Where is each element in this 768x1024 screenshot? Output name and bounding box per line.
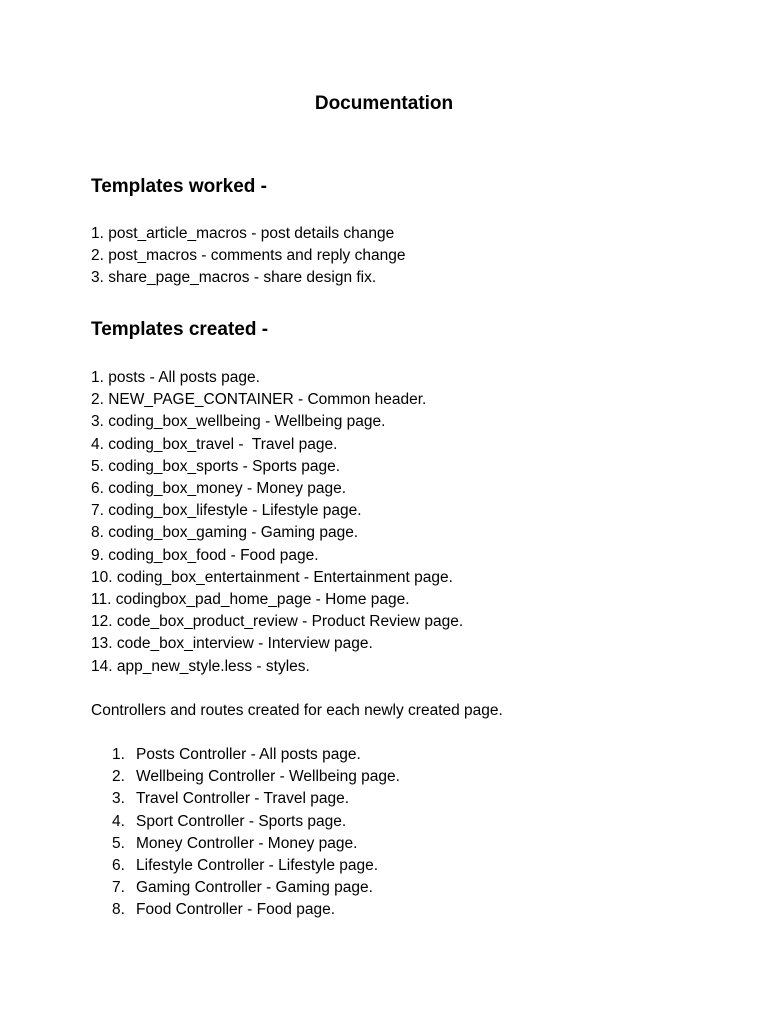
list-text: Sport Controller - Sports page.: [136, 812, 347, 830]
list-item: 2. post_macros - comments and reply change: [91, 247, 406, 265]
list-item: 3. coding_box_wellbeing - Wellbeing page.: [91, 413, 386, 431]
list-number: 5.: [112, 834, 125, 852]
list-item: 2. NEW_PAGE_CONTAINER - Common header.: [91, 391, 427, 409]
document-title: Documentation: [314, 93, 454, 114]
list-item: 6. coding_box_money - Money page.: [91, 480, 347, 498]
list-item: 4. coding_box_travel - Travel page.: [91, 435, 338, 453]
heading-templates-created: Templates created -: [91, 319, 269, 340]
list-item: 13. code_box_interview - Interview page.: [91, 635, 373, 653]
list-number: 4.: [112, 812, 125, 830]
list-item: [112, 855, 400, 877]
list-item: 7. coding_box_lifestyle - Lifestyle page.: [91, 502, 362, 520]
list-item: 10. coding_box_entertainment - Entertainment page.: [91, 568, 453, 586]
list-number: 7.: [112, 879, 125, 897]
list-number: 3.: [112, 790, 125, 808]
list-text: Food Controller - Food page.: [136, 901, 336, 919]
list-item: [112, 811, 400, 833]
list-item: 5. coding_box_sports - Sports page.: [91, 457, 341, 475]
templates-worked-list: [91, 223, 405, 290]
list-text: Lifestyle Controller - Lifestyle page.: [136, 857, 379, 875]
list-item: 12. code_box_product_review - Product Review page.: [91, 613, 464, 631]
controllers-intro: Controllers and routes created for each newly created page.: [91, 702, 503, 719]
list-item: 9. coding_box_food - Food page.: [91, 546, 319, 564]
list-text: Posts Controller - All posts page.: [136, 746, 361, 763]
list-number: 8.: [112, 901, 125, 919]
list-item: [112, 833, 400, 855]
list-item: [112, 744, 400, 766]
list-item: 3. share_page_macros - share design fix.: [91, 269, 377, 287]
list-item: [112, 877, 400, 899]
controllers-list: [112, 744, 400, 922]
list-item: 1. post_article_macros - post details change: [91, 225, 395, 242]
list-item: 1. posts - All posts page.: [91, 369, 260, 386]
heading-templates-worked: Templates worked -: [91, 176, 267, 197]
list-number: 2.: [112, 768, 125, 786]
list-text: Wellbeing Controller - Wellbeing page.: [136, 768, 400, 786]
list-number: 6.: [112, 857, 125, 875]
list-item: [112, 766, 400, 788]
list-number: 1.: [112, 746, 125, 763]
list-item: [112, 788, 400, 810]
list-item: 14. app_new_style.less - styles.: [91, 657, 310, 675]
list-text: Travel Controller - Travel page.: [136, 790, 350, 808]
list-item: 8. coding_box_gaming - Gaming page.: [91, 524, 359, 542]
list-item: 11. codingbox_pad_home_page - Home page.: [91, 591, 410, 609]
list-text: Gaming Controller - Gaming page.: [136, 879, 373, 897]
list-item: [112, 899, 400, 921]
list-text: Money Controller - Money page.: [136, 834, 358, 852]
templates-created-list: [91, 367, 463, 678]
